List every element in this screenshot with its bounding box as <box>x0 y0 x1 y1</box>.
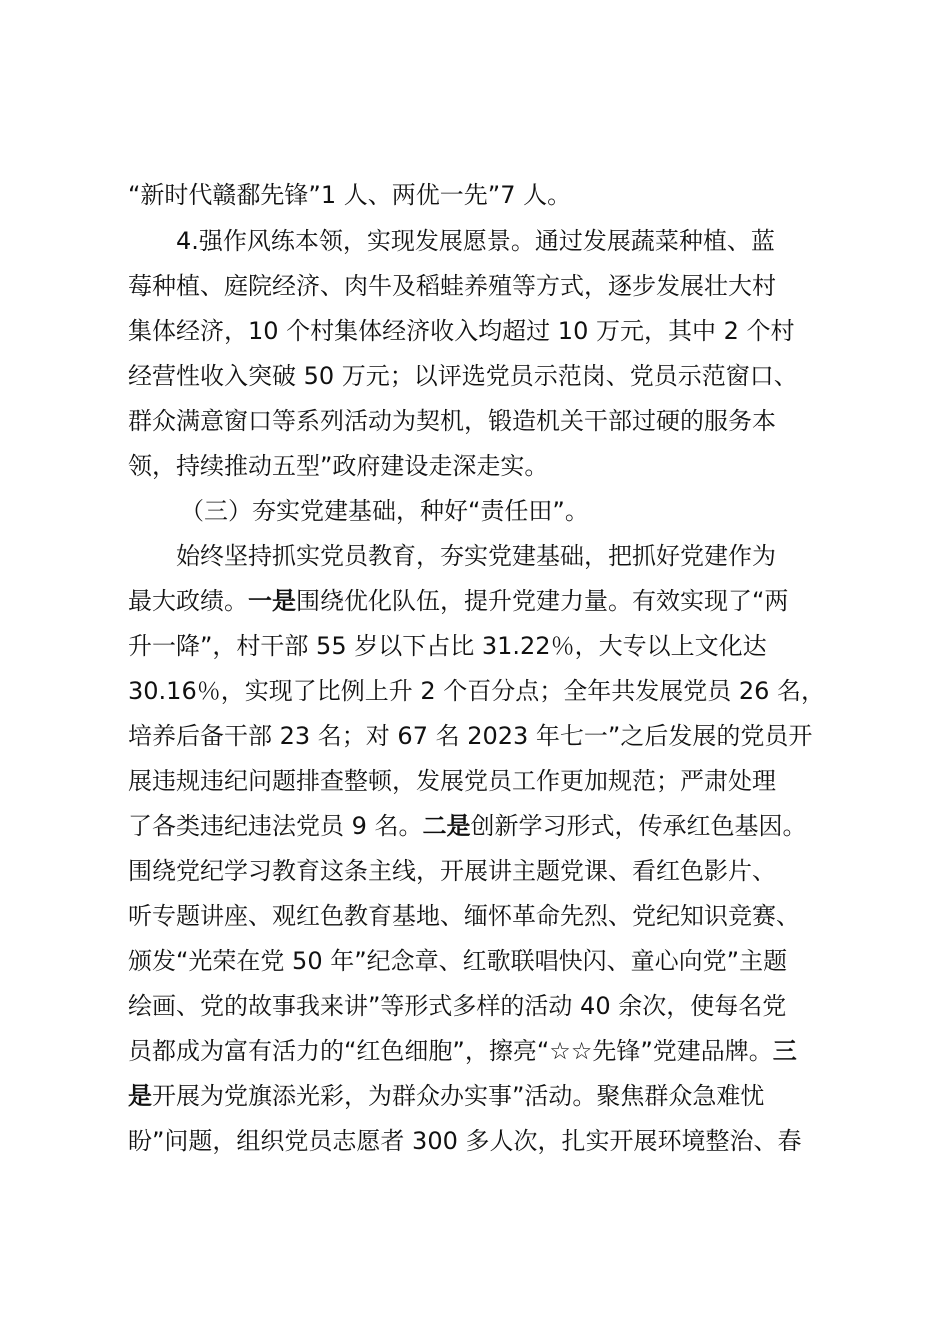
text-line <box>128 1079 764 1113</box>
text-run: 围绕优化队伍，提升党建力量。有效实现了“两 <box>296 587 789 615</box>
text-line: 围绕党纪学习教育这条主线，开展讲主题党课、看红色影片、 <box>128 857 776 885</box>
text-line: 盼”问题，组织党员志愿者 300 多人次，扎实开展环境整治、春 <box>128 1127 802 1155</box>
text-run: 创新学习形式，传承红色基因。 <box>470 812 807 840</box>
text-line: “新时代赣鄱先锋”1 人、两优一先”7 人。 <box>128 181 572 209</box>
text-line: 绘画、党的故事我来讲”等形式多样的活动 40 余次，使每名党 <box>128 992 787 1020</box>
text-run: 员都成为富有活力的“红色细胞”，擦亮“☆☆先锋”党建品牌。 <box>128 1037 773 1065</box>
text-line <box>128 809 807 843</box>
text-line: 展违规违纪问题排查整顿，发展党员工作更加规范；严肃处理 <box>128 767 776 795</box>
text-line: 升一降”，村干部 55 岁以下占比 31.22％，大专以上文化达 <box>128 632 767 660</box>
text-line: 莓种植、庭院经济、肉牛及稻蛙养殖等方式，逐步发展壮大村 <box>128 272 776 300</box>
section-heading: （三）夯实党建基础，种好“责任田”。 <box>180 497 589 525</box>
text-line: 集体经济，10 个村集体经济收入均超过 10 万元，其中 2 个村 <box>128 317 795 345</box>
text-line: 领，持续推动五型”政府建设走深走实。 <box>128 452 549 480</box>
text-line: 群众满意窗口等系列活动为契机，锻造机关干部过硬的服务本 <box>128 407 776 435</box>
bold-marker: 是 <box>128 1082 152 1110</box>
text-line: 始终坚持抓实党员教育，夯实党建基础，把抓好党建作为 <box>176 542 776 570</box>
text-run: 最大政绩。 <box>128 587 248 615</box>
text-line: 颁发“光荣在党 50 年”纪念章、红歌联唱快闪、童心向党”主题 <box>128 947 788 975</box>
bold-marker: 一是 <box>248 587 296 615</box>
text-line <box>128 584 788 618</box>
text-line: 30.16％，实现了比例上升 2 个百分点；全年共发展党员 26 名， <box>128 677 826 705</box>
text-run: 了各类违纪违法党员 9 名。 <box>128 812 423 840</box>
text-line: 4.强作风练本领，实现发展愿景。通过发展蔬菜种植、蓝 <box>176 227 775 255</box>
text-line <box>128 1034 797 1068</box>
bold-marker: 二是 <box>422 812 471 840</box>
text-line: 听专题讲座、观红色教育基地、缅怀革命先烈、党纪知识竞赛、 <box>128 902 800 930</box>
text-line: 经营性收入突破 50 万元；以评选党员示范岗、党员示范窗口、 <box>128 362 798 390</box>
bold-marker: 三 <box>772 1037 797 1065</box>
text-run: 开展为党旗添光彩，为群众办实事”活动。聚焦群众急难忧 <box>152 1082 765 1110</box>
text-line: 培养后备干部 23 名；对 67 名 2023 年七一”之后发展的党员开 <box>128 722 813 750</box>
